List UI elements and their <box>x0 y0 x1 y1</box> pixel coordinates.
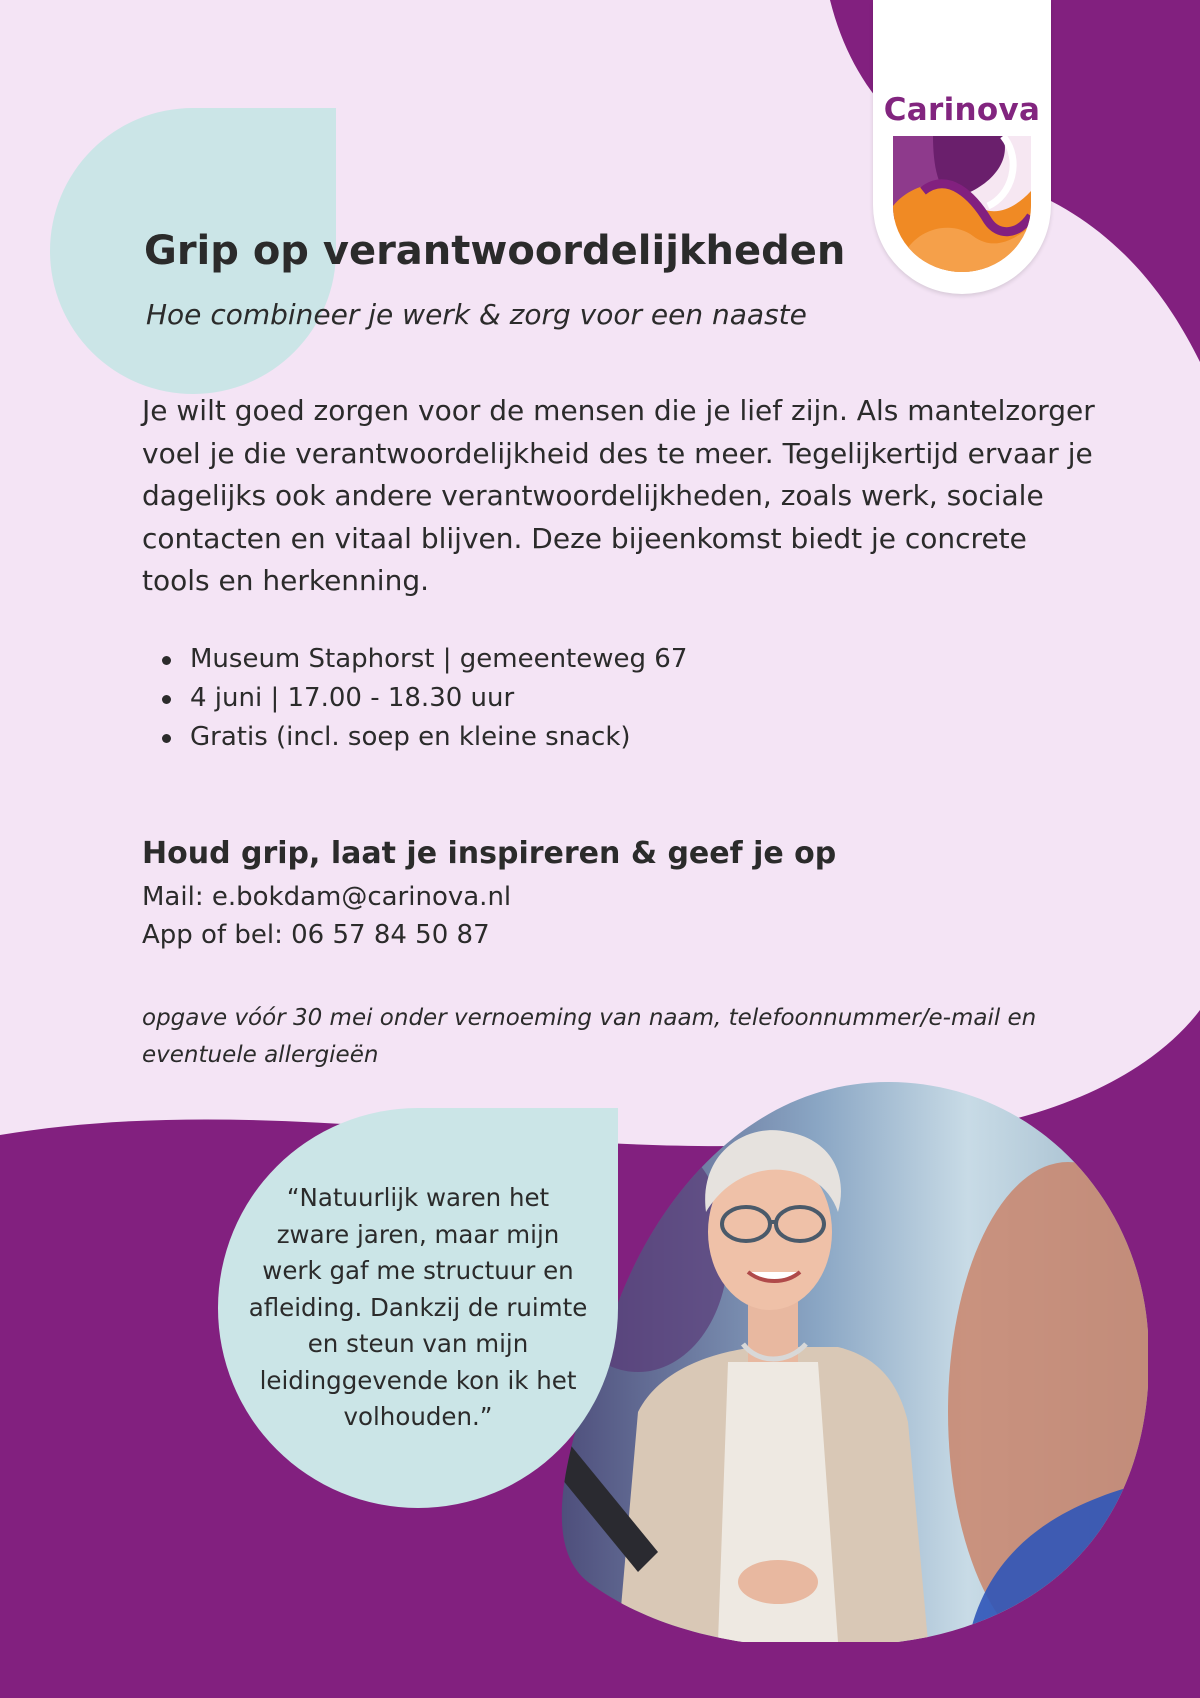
carinova-logo <box>873 0 1051 294</box>
signup-heading: Houd grip, laat je inspireren & geef je op <box>142 836 837 871</box>
intro-paragraph: Je wilt goed zorgen voor de mensen die je lief zijn. Als mantelzorger voel je die verantwoordelijkheid des te meer. Tegelijkertijd ervaar je dagelijks ook andere verantwoordelijkheden, zoals werk, sociale contacten en vitaal blijven. Deze bijeenkomst biedt je concrete tools en herkenning. <box>142 394 1095 597</box>
logo-swirl-icon <box>893 136 1031 272</box>
event-details-list <box>160 640 687 757</box>
signup-deadline-note: opgave vóór 30 mei onder vernoeming van naam, telefoonnummer/e-mail en eventuele allergieën <box>142 1005 1037 1068</box>
detail-price: Gratis (incl. soep en kleine snack) <box>160 718 687 757</box>
detail-location: Museum Staphorst | gemeenteweg 67 <box>160 640 687 679</box>
page-subtitle: Hoe combineer je werk & zorg voor een naaste <box>146 298 807 331</box>
signup-phone[interactable]: App of bel: 06 57 84 50 87 <box>142 920 490 950</box>
signup-email[interactable]: Mail: e.bokdam@carinova.nl <box>142 882 512 912</box>
detail-date-time: 4 juni | 17.00 - 18.30 uur <box>160 679 687 718</box>
logo-wordmark: Carinova <box>883 92 1041 128</box>
testimonial-quote: “Natuurlijk waren het zware jaren, maar mijn werk gaf me structuur en afleiding. Dankzij de ruimte en steun van mijn leidinggevende kon ik het volhouden.” <box>248 1183 588 1431</box>
testimonial-photo <box>548 1082 1148 1642</box>
page-title: Grip op verantwoordelijkheden <box>144 228 846 274</box>
